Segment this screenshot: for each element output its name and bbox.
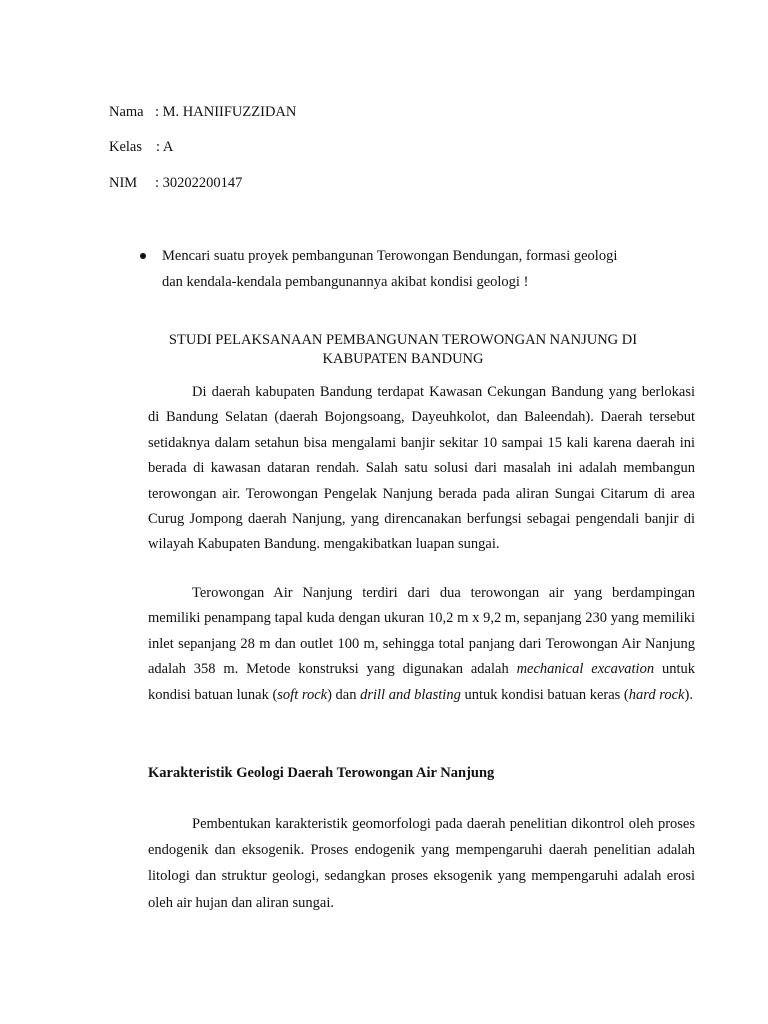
section-paragraph: Pembentukan karakteristik geomorfologi pada daerah penelitian dikontrol oleh proses endogenik dan eksogenik. Proses endogenik yang mempengaruhi daerah penelitian adalah litologi dan struktur geologi, sedangkan proses eksogenik yang mempengaruhi adalah erosi oleh air hujan dan aliran sungai. bbox=[148, 816, 695, 911]
italic-hard-rock: hard rock bbox=[628, 686, 685, 703]
paragraph-2-text-5: ). bbox=[684, 686, 693, 703]
kelas-row bbox=[109, 138, 174, 156]
paragraph-2-text-3: ) dan bbox=[327, 686, 361, 703]
paragraph-2-text-2: untuk kondisi batuan lunak ( bbox=[148, 661, 695, 703]
italic-mechanical-excavation: mechanical excavation bbox=[516, 661, 655, 678]
nama-row bbox=[109, 103, 297, 121]
paragraph-2-text-1: Terowongan Air Nanjung terdiri dari dua terowongan air yang berdampingan memiliki penampang tapal kuda dengan ukuran 10,2 m x 9,2 m, sepanjang 230 yang memiliki inlet sepanjang 28 m dan outlet 100 m, sehingga total panjang dari Terowongan Air Nanjung adalah 358 m. Metode konstruksi yang digunakan adalah bbox=[148, 585, 695, 678]
task-text bbox=[162, 243, 682, 295]
nim-label: NIM bbox=[109, 175, 138, 191]
italic-soft-rock: soft rock bbox=[277, 686, 328, 703]
nim-value: : 30202200147 bbox=[155, 175, 243, 191]
kelas-label: Kelas bbox=[109, 139, 143, 155]
title-line-2: KABUPATEN BANDUNG bbox=[322, 351, 484, 367]
document-title bbox=[148, 331, 658, 369]
section-heading: Karakteristik Geologi Daerah Terowongan Air Nanjung bbox=[148, 765, 495, 781]
bullet-icon bbox=[140, 253, 146, 259]
paragraph-1: Di daerah kabupaten Bandung terdapat Kawasan Cekungan Bandung yang berlokasi di Bandung Selatan (daerah Bojongsoang, Dayeuhkolot, dan Baleendah). Daerah tersebut setidaknya dalam setahun bisa mengalami banjir sekitar 10 sampai 15 kali karena daerah ini berada di kawasan dataran rendah. Salah satu solusi dari masalah ini adalah membangun terowongan air. Terowongan Pengelak Nanjung berada pada aliran Sungai Citarum di area Curug Jompong daerah Nanjung, yang direncanakan berfungsi sebagai pengendali banjir di wilayah Kabupaten Bandung. mengakibatkan luapan sungai. bbox=[148, 384, 695, 553]
task-line-1: Mencari suatu proyek pembangunan Terowongan Bendungan, formasi geologi bbox=[162, 248, 618, 264]
paragraph-2 bbox=[148, 581, 695, 708]
nama-label: Nama bbox=[109, 104, 144, 120]
nama-value: : M. HANIIFUZZIDAN bbox=[155, 104, 297, 120]
title-line-1: STUDI PELAKSANAAN PEMBANGUNAN TEROWONGAN NANJUNG DI bbox=[168, 332, 638, 348]
paragraph-2-text-4: untuk kondisi batuan keras ( bbox=[460, 686, 629, 703]
nim-row bbox=[109, 174, 243, 192]
kelas-value: : A bbox=[156, 139, 174, 155]
italic-drill-and-blasting: drill and blasting bbox=[360, 686, 461, 703]
task-line-2: dan kendala-kendala pembangunannya akibat kondisi geologi ! bbox=[162, 274, 529, 290]
